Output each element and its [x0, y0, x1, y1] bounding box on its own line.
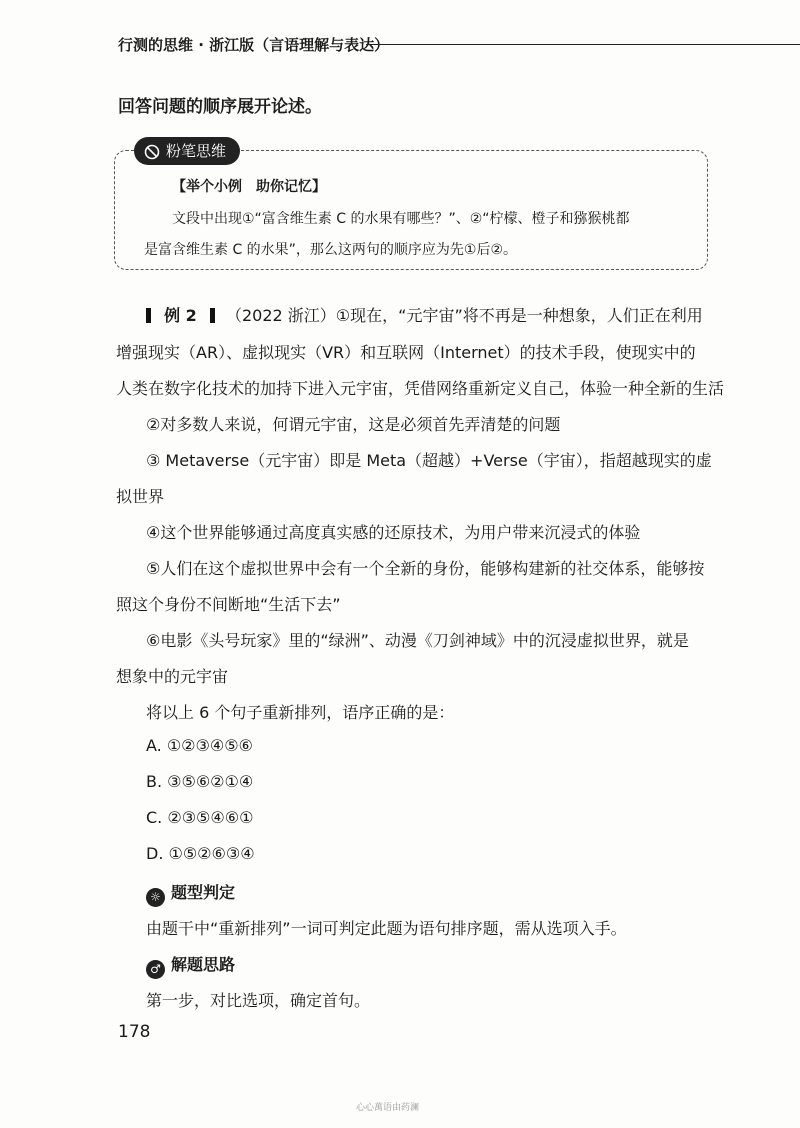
example-bar-right: [210, 308, 215, 323]
section-approach-title: 解题思路: [171, 955, 236, 974]
section-type-title: 题型判定: [171, 883, 236, 902]
section-approach-heading: [146, 952, 235, 979]
header-rule: [366, 44, 800, 45]
chalk-badge-label: 粉笔思维: [166, 142, 227, 160]
section-type-text: 由题干中“重新排列”一词可判定此题为语句排序题，需从选项入手。: [146, 919, 627, 938]
page-header: [118, 28, 718, 58]
example-label: 例 2: [164, 306, 197, 325]
intro-text: 回答问题的顺序展开论述。: [118, 97, 322, 117]
example-line: ③ Metaverse（元宇宙）即是 Meta（超越）+Verse（宇宙），指超越现实的虚: [146, 451, 712, 470]
section-type-heading: [146, 880, 235, 907]
example-line: ⑤人们在这个虚拟世界中会有一个全新的身份，能够构建新的社交体系，能够按: [146, 559, 705, 578]
example-line: 增强现实（AR）、虚拟现实（VR）和互联网（Internet）的技术手段，使现实中的: [116, 343, 696, 362]
compass-icon: ♂: [146, 960, 165, 979]
example-line: ④这个世界能够通过高度真实感的还原技术，为用户带来沉浸式的体验: [146, 523, 641, 542]
example-line: 照这个身份不间断地“生活下去”: [116, 595, 341, 614]
chalk-heading: 【举个小例 助你记忆】: [172, 179, 326, 195]
example-line: 想象中的元宇宙: [116, 667, 229, 686]
example-line: ②对多数人来说，何谓元宇宙，这是必须首先弄清楚的问题: [146, 415, 561, 434]
question-prompt: 将以上 6 个句子重新排列，语序正确的是：: [146, 703, 455, 722]
option-a: A. ①②③④⑤⑥: [146, 736, 253, 755]
option-b: B. ③⑤⑥②①④: [146, 772, 254, 791]
header-title: 行测的思维 · 浙江版（言语理解与表达）: [118, 36, 390, 54]
no-sign-icon: [144, 144, 160, 160]
example-line: ⑥电影《头号玩家》里的“绿洲”、动漫《刀剑神域》中的沉浸虚拟世界，就是: [146, 631, 689, 650]
example-bar-left: [146, 308, 151, 323]
option-d: D. ①⑤②⑥③④: [146, 844, 255, 863]
example-first-line: [146, 303, 703, 326]
footer-watermark: 心心萬语由药澜: [356, 1103, 420, 1113]
page-number: 178: [118, 1022, 151, 1042]
section-approach-text: 第一步，对比选项，确定首句。: [146, 991, 371, 1010]
option-c: C. ②③⑤④⑥①: [146, 808, 254, 827]
chalk-thinking-badge: [134, 137, 240, 165]
example-line: 拟世界: [116, 487, 165, 506]
example-line: 人类在数字化技术的加持下进入元宇宙，凭借网络重新定义自己，体验一种全新的生活: [116, 379, 725, 398]
chalk-line: 是富含维生素 C 的水果”，那么这两句的顺序应为先①后②。: [144, 242, 518, 258]
sun-icon: ☼: [146, 888, 165, 907]
example-line: （2022 浙江）①现在，“元宇宙”将不再是一种想象，人们正在利用: [226, 306, 703, 325]
chalk-line: 文段中出现①“富含维生素 C 的水果有哪些？”、②“柠檬、橙子和猕猴桃都: [172, 211, 630, 227]
